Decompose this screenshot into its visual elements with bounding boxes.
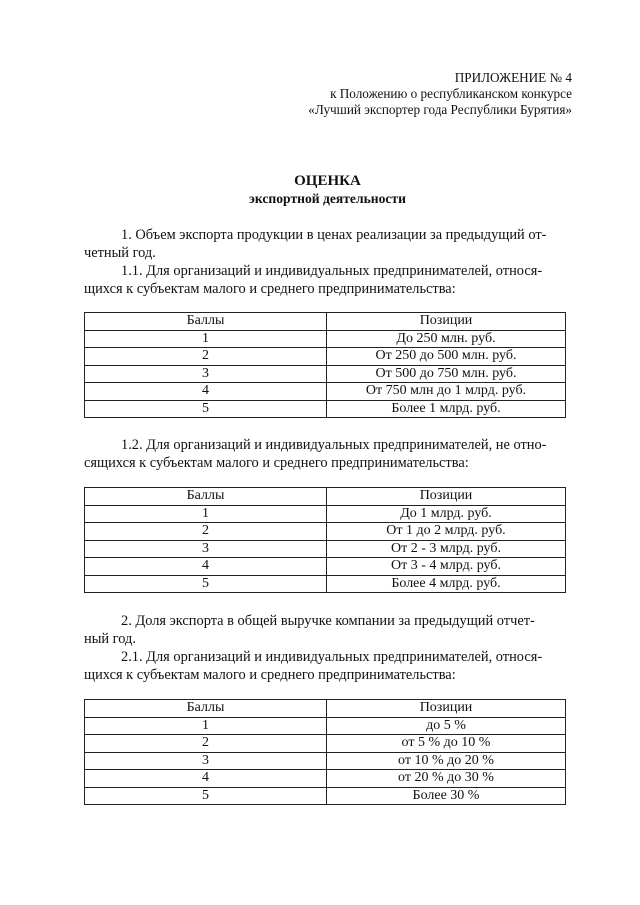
cell-points: 3 bbox=[85, 540, 327, 558]
section-1-2-line-1: 1.2. Для организаций и индивидуальных предпринимателей, не отно- bbox=[121, 437, 547, 453]
table-header-row bbox=[85, 313, 566, 331]
cell-position: От 1 до 2 млрд. руб. bbox=[327, 523, 566, 541]
header-points: Баллы bbox=[85, 488, 327, 506]
section-1-1-text bbox=[84, 262, 566, 298]
table-row bbox=[85, 505, 566, 523]
table-row bbox=[85, 770, 566, 788]
section-2-1-line-1: 2.1. Для организаций и индивидуальных предпринимателей, относя- bbox=[121, 649, 543, 665]
section-1-line-1: 1. Объем экспорта продукции в ценах реализации за предыдущий от- bbox=[121, 227, 547, 243]
cell-position: От 500 до 750 млн. руб. bbox=[327, 365, 566, 383]
table-row bbox=[85, 523, 566, 541]
header-points: Баллы bbox=[85, 313, 327, 331]
table-row bbox=[85, 558, 566, 576]
table-row bbox=[85, 383, 566, 401]
section-2-line-1: 2. Доля экспорта в общей выручке компании за предыдущий отчет- bbox=[121, 613, 535, 629]
score-table-1 bbox=[84, 312, 566, 418]
cell-points: 4 bbox=[85, 383, 327, 401]
section-1-2-text bbox=[84, 436, 566, 472]
section-1-2-line-2: сящихся к субъектам малого и среднего предпринимательства: bbox=[84, 455, 469, 471]
section-2-1-line-2: щихся к субъектам малого и среднего предпринимательства: bbox=[84, 667, 456, 683]
section-2-line-2: ный год. bbox=[84, 631, 136, 647]
cell-position: до 5 % bbox=[327, 717, 566, 735]
cell-position: До 1 млрд. руб. bbox=[327, 505, 566, 523]
table-row bbox=[85, 400, 566, 418]
cell-position: Более 1 млрд. руб. bbox=[327, 400, 566, 418]
cell-points: 5 bbox=[85, 787, 327, 805]
section-1-text bbox=[84, 226, 566, 262]
table-row bbox=[85, 717, 566, 735]
table-row bbox=[85, 575, 566, 593]
table-row bbox=[85, 787, 566, 805]
cell-points: 4 bbox=[85, 558, 327, 576]
header-points: Баллы bbox=[85, 700, 327, 718]
cell-position: От 250 до 500 млн. руб. bbox=[327, 348, 566, 366]
score-table-3 bbox=[84, 699, 566, 805]
cell-position: От 2 - 3 млрд. руб. bbox=[327, 540, 566, 558]
cell-points: 2 bbox=[85, 735, 327, 753]
section-2-1-text bbox=[84, 648, 566, 684]
cell-position: От 750 млн до 1 млрд. руб. bbox=[327, 383, 566, 401]
cell-position: Более 30 % bbox=[327, 787, 566, 805]
cell-points: 3 bbox=[85, 752, 327, 770]
cell-position: От 3 - 4 млрд. руб. bbox=[327, 558, 566, 576]
appendix-contest-name: «Лучший экспортер года Республики Бурятия» bbox=[308, 102, 572, 117]
score-table-2 bbox=[84, 487, 566, 593]
table-header-row bbox=[85, 488, 566, 506]
table-row bbox=[85, 540, 566, 558]
section-1-line-2: четный год. bbox=[84, 245, 156, 261]
cell-points: 1 bbox=[85, 330, 327, 348]
section-1-1-line-2: щихся к субъектам малого и среднего предпринимательства: bbox=[84, 281, 456, 297]
table-row bbox=[85, 348, 566, 366]
table-row bbox=[85, 735, 566, 753]
table-row bbox=[85, 752, 566, 770]
header-positions: Позиции bbox=[327, 700, 566, 718]
appendix-header bbox=[308, 70, 572, 118]
document-title: ОЦЕНКА bbox=[294, 173, 361, 189]
cell-points: 2 bbox=[85, 523, 327, 541]
cell-position: Более 4 млрд. руб. bbox=[327, 575, 566, 593]
cell-position: от 10 % до 20 % bbox=[327, 752, 566, 770]
table-header-row bbox=[85, 700, 566, 718]
section-1-1-line-1: 1.1. Для организаций и индивидуальных предпринимателей, относя- bbox=[121, 263, 543, 279]
cell-points: 5 bbox=[85, 400, 327, 418]
cell-points: 1 bbox=[85, 505, 327, 523]
cell-points: 4 bbox=[85, 770, 327, 788]
cell-position: от 20 % до 30 % bbox=[327, 770, 566, 788]
table-row bbox=[85, 330, 566, 348]
appendix-number: ПРИЛОЖЕНИЕ № 4 bbox=[454, 70, 572, 85]
cell-points: 5 bbox=[85, 575, 327, 593]
cell-position: До 250 млн. руб. bbox=[327, 330, 566, 348]
cell-position: от 5 % до 10 % bbox=[327, 735, 566, 753]
appendix-reference: к Положению о республиканском конкурсе bbox=[330, 86, 572, 101]
header-positions: Позиции bbox=[327, 488, 566, 506]
cell-points: 2 bbox=[85, 348, 327, 366]
section-2-text bbox=[84, 612, 566, 648]
header-positions: Позиции bbox=[327, 313, 566, 331]
cell-points: 1 bbox=[85, 717, 327, 735]
cell-points: 3 bbox=[85, 365, 327, 383]
table-row bbox=[85, 365, 566, 383]
document-subtitle: экспортной деятельности bbox=[249, 191, 406, 206]
